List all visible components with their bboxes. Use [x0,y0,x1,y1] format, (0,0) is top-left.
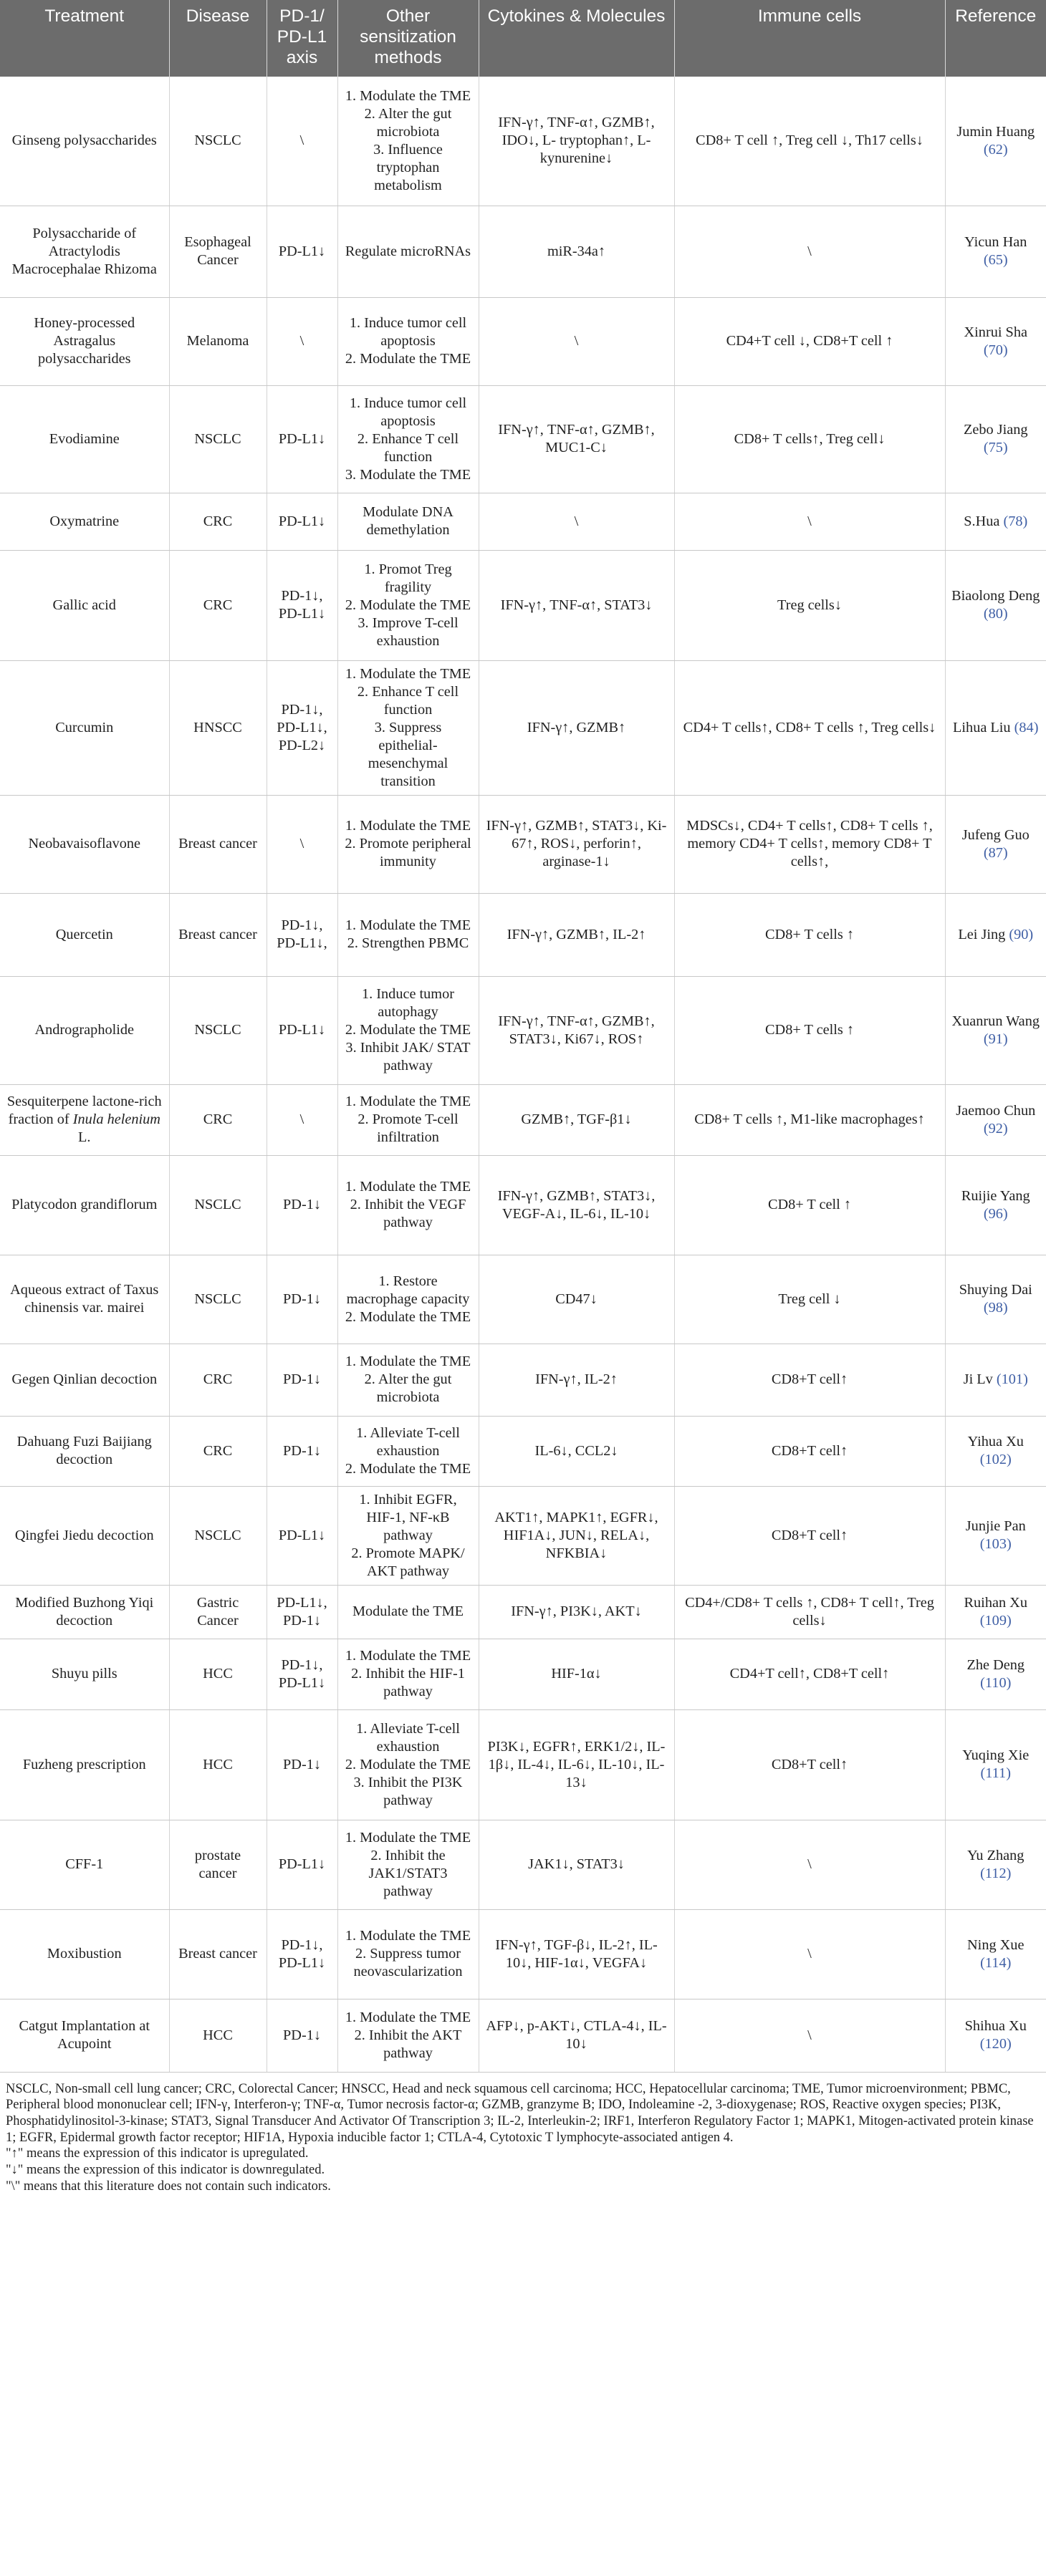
cell-reference [945,1084,1046,1155]
cell-immune: CD4+T cell↑, CD8+T cell↑ [674,1639,945,1709]
cell-disease: NSCLC [169,77,267,206]
method-item: 3. Improve T-cell exhaustion [358,614,459,649]
cell-reference [945,206,1046,297]
cell-reference [945,77,1046,206]
table-row [0,1709,1046,1820]
cell-methods [337,660,479,795]
cell-methods [337,1255,479,1344]
cell-disease: CRC [169,493,267,550]
table-row [0,1486,1046,1585]
cell-treatment: Quercetin [0,893,169,976]
cell-reference [945,1416,1046,1486]
cell-disease: prostate cancer [169,1820,267,1909]
cell-treatment: Moxibustion [0,1909,169,1999]
header-reference: Reference [945,0,1046,77]
cell-immune: CD8+ T cells ↑ [674,893,945,976]
reference-author: Xinrui Sha [964,324,1027,340]
cell-cytokines: IFN-γ↑, GZMB↑, STAT3↓, VEGF-A↓, IL-6↓, IL-10↓ [479,1155,674,1255]
reference-number: (62) [983,141,1008,158]
cell-methods [337,493,479,550]
cell-cytokines: IFN-γ↑, GZMB↑, STAT3↓, Ki-67↑, ROS↓, perforin↑, arginase-1↓ [479,795,674,893]
cell-methods [337,550,479,660]
cell-reference [945,1486,1046,1585]
cell-immune: CD8+ T cells ↑ [674,976,945,1084]
cell-disease: Breast cancer [169,893,267,976]
table-row [0,297,1046,385]
reference-author: Lei Jing [958,926,1006,942]
method-item: 2. Modulate the TME [345,1460,471,1477]
cell-axis: PD-L1↓ [267,1820,337,1909]
cell-disease: Breast cancer [169,1909,267,1999]
reference-author: Yicun Han [964,234,1027,250]
cell-immune: Treg cell ↓ [674,1255,945,1344]
cell-methods [337,795,479,893]
cell-cytokines: GZMB↑, TGF-β1↓ [479,1084,674,1155]
cell-immune: CD4+T cell ↓, CD8+T cell ↑ [674,297,945,385]
reference-number: (111) [980,1765,1011,1781]
reference-number: (91) [983,1031,1008,1047]
table-row [0,1639,1046,1709]
method-item: 2. Modulate the TME [345,1756,471,1772]
cell-reference [945,493,1046,550]
reference-author: Yihua Xu [967,1434,1024,1449]
cell-immune: CD8+ T cell ↑ [674,1155,945,1255]
table-row [0,1999,1046,2072]
header-treatment: Treatment [0,0,169,77]
reference-number: (96) [983,1205,1008,1222]
cell-axis: PD-1↓ [267,1255,337,1344]
method-item: 2. Inhibit the VEGF pathway [350,1197,466,1230]
cell-reference [945,1585,1046,1639]
cell-methods [337,1084,479,1155]
method-item: 3. Inhibit the PI3K pathway [353,1774,463,1808]
reference-number: (98) [983,1300,1008,1316]
method-item: 2. Suppress tumor neovascularization [353,1946,463,1979]
cell-methods [337,1486,479,1585]
cell-treatment: Ginseng polysaccharides [0,77,169,206]
method-item: 1. Induce tumor cell apoptosis [349,315,467,349]
cell-treatment: Platycodon grandiflorum [0,1155,169,1255]
cell-methods [337,77,479,206]
reference-number: (87) [983,844,1008,861]
reference-author: Yuqing Xie [962,1747,1030,1763]
cell-immune: CD8+ T cell ↑, Treg cell ↓, Th17 cells↓ [674,77,945,206]
cell-disease: HCC [169,1709,267,1820]
cell-methods [337,1999,479,2072]
cell-cytokines: IFN-γ↑, PI3K↓, AKT↓ [479,1585,674,1639]
cell-treatment: Gallic acid [0,550,169,660]
cell-cytokines: \ [479,493,674,550]
reference-number: (84) [1014,719,1039,735]
cell-axis: PD-L1↓, PD-1↓ [267,1585,337,1639]
cell-reference [945,1344,1046,1416]
method-item: 1. Induce tumor autophagy [362,986,454,1020]
method-item: 2. Strengthen PBMC [347,935,469,951]
table-row [0,77,1046,206]
method-item: 1. Restore macrophage capacity [346,1273,470,1307]
reference-author: Biaolong Deng [951,588,1040,604]
cell-methods [337,1639,479,1709]
cell-cytokines: IFN-γ↑, TNF-α↑, STAT3↓ [479,550,674,660]
method-item: 3. Suppress epithelial-mesenchymal transition [368,719,448,789]
cell-disease: CRC [169,1344,267,1416]
cell-treatment: CFF-1 [0,1820,169,1909]
cell-methods [337,297,479,385]
cell-axis: PD-1↓, PD-L1↓, PD-L2↓ [267,660,337,795]
reference-author: Shihua Xu [964,2018,1027,2034]
cell-reference [945,1709,1046,1820]
header-disease: Disease [169,0,267,77]
table-row [0,1255,1046,1344]
method-item: 2. Inhibit the JAK1/STAT3 pathway [368,1847,448,1899]
cell-immune: CD8+T cell↑ [674,1344,945,1416]
cell-cytokines: IL-6↓, CCL2↓ [479,1416,674,1486]
cell-axis: PD-1↓, PD-L1↓ [267,1639,337,1709]
cell-methods [337,1820,479,1909]
table-row [0,1909,1046,1999]
treatment-italic: Inula helenium [72,1111,160,1127]
cell-treatment: Fuzheng prescription [0,1709,169,1820]
method-item: 3. Influence tryptophan metabolism [373,141,443,193]
reference-author: Ning Xue [967,1936,1025,1953]
cell-immune: \ [674,1820,945,1909]
method-item: 1. Modulate the TME [345,87,471,104]
cell-axis: PD-L1↓ [267,1486,337,1585]
reference-author: S.Hua [964,513,1000,529]
cell-disease: NSCLC [169,1155,267,1255]
cell-cytokines: PI3K↓, EGFR↑, ERK1/2↓, IL-1β↓, IL-4↓, IL-6↓, IL-10↓, IL-13↓ [479,1709,674,1820]
cell-treatment: Honey-processed Astragalus polysaccharides [0,297,169,385]
method-item: Regulate microRNAs [345,243,471,259]
table-row [0,550,1046,660]
method-item: 1. Modulate the TME [345,1829,471,1846]
cell-treatment: Andrographolide [0,976,169,1084]
cell-cytokines: IFN-γ↑, TNF-α↑, GZMB↑, MUC1-C↓ [479,385,674,493]
cell-treatment: Evodiamine [0,385,169,493]
cell-disease: CRC [169,550,267,660]
cell-reference [945,976,1046,1084]
reference-author: Ruijie Yang [961,1187,1030,1204]
cell-disease: HCC [169,1999,267,2072]
reference-number: (110) [980,1674,1012,1691]
cell-axis: PD-L1↓ [267,385,337,493]
cell-cytokines: IFN-γ↑, GZMB↑, IL-2↑ [479,893,674,976]
cell-reference [945,1820,1046,1909]
reference-number: (80) [983,606,1008,622]
cell-immune: \ [674,1999,945,2072]
footnote-line: NSCLC, Non-small cell lung cancer; CRC, Colorectal Cancer; HNSCC, Head and neck squamous cell carcinoma; HCC, Hepatocellular carcinoma; TME, Tumor microenvironment; PBMC, Peripheral blood mononuclear cell; IFN-γ, Interferon-γ; TNF-α, Tumor necrosis factor-α; GZMB, granzyme B; IDO, Indoleamine -2, 3-dioxygenase; ROS, Reactive oxygen species; PI3K, Phosphatidylinositol-3-kinase; STAT3, Signal Transducer And Activator Of Transcription 3; IL-2, Interleukin-2; IRF1, Interferon Regulatory Factor 1; MAPK1, Mitogen-activated protein kinase 1; EGFR, Epidermal growth factor receptor; HIF1A, Hypoxia inducible factor 1; CTLA-4, Cytotoxic T lymphocyte-associated antigen 4. [6,2081,1034,2145]
reference-author: Ruihan Xu [964,1594,1027,1611]
cell-disease: Melanoma [169,297,267,385]
reference-number: (102) [979,1452,1012,1467]
cell-cytokines: IFN-γ↑, TNF-α↑, GZMB↑, IDO↓, L- tryptophan↑, L-kynurenine↓ [479,77,674,206]
cell-reference [945,297,1046,385]
method-item: Modulate DNA demethylation [363,504,454,538]
cell-cytokines: IFN-γ↑, TNF-α↑, GZMB↑, STAT3↓, Ki67↓, ROS↑ [479,976,674,1084]
cell-axis: PD-L1↓ [267,493,337,550]
method-item: 1. Modulate the TME [345,1094,471,1109]
reference-number: (90) [1009,926,1034,942]
table-row [0,1585,1046,1639]
method-item: 2. Inhibit the HIF-1 pathway [351,1666,465,1699]
cell-methods [337,1344,479,1416]
reference-number: (92) [983,1120,1008,1137]
cell-cytokines: AKT1↑, MAPK1↑, EGFR↓, HIF1A↓, JUN↓, RELA↓, NFKBIA↓ [479,1486,674,1585]
reference-author: Jumin Huang [956,123,1035,140]
table-row [0,1084,1046,1155]
table-row [0,893,1046,976]
cell-axis: PD-1↓ [267,1999,337,2072]
cell-immune: CD4+/CD8+ T cells ↑, CD8+ T cell↑, Treg cells↓ [674,1585,945,1639]
cell-disease: NSCLC [169,1255,267,1344]
cell-methods [337,206,479,297]
cell-disease: CRC [169,1084,267,1155]
cell-cytokines: CD47↓ [479,1255,674,1344]
method-item: 2. Enhance T cell function [357,683,459,718]
cell-immune: CD8+T cell↑ [674,1709,945,1820]
method-item: 1. Alleviate T-cell exhaustion [356,1720,460,1755]
cell-cytokines: miR-34a↑ [479,206,674,297]
reference-author: Zebo Jiang [963,422,1028,438]
header-axis: PD-1/ PD-L1 axis [267,0,337,77]
reference-author: Xuanrun Wang [951,1013,1040,1029]
table-row [0,660,1046,795]
cell-axis: PD-L1↓ [267,206,337,297]
cell-axis: PD-1↓, PD-L1↓ [267,550,337,660]
method-item: 3. Inhibit JAK/ STAT pathway [345,1040,471,1074]
cell-methods [337,1909,479,1999]
method-item: 1. Modulate the TME [345,2009,471,2025]
cell-treatment: Qingfei Jiedu decoction [0,1486,169,1585]
cell-reference [945,1639,1046,1709]
cell-axis: \ [267,77,337,206]
reference-author: Ji Lv [963,1371,993,1387]
cell-reference [945,1255,1046,1344]
method-item: 2. Promote peripheral immunity [345,836,471,869]
method-item: 2. Modulate the TME [345,597,471,613]
cell-disease: CRC [169,1416,267,1486]
table-row [0,385,1046,493]
header-cytokines: Cytokines & Molecules [479,0,674,77]
table-row [0,795,1046,893]
reference-number: (109) [979,1612,1012,1629]
cell-immune: \ [674,206,945,297]
cell-reference [945,385,1046,493]
cell-treatment: Modified Buzhong Yiqi decoction [0,1585,169,1639]
table-row [0,1416,1046,1486]
method-item: 2. Promote MAPK/ AKT pathway [351,1545,465,1579]
footnote-line: "↑" means the expression of this indicator is upregulated. [6,2146,309,2161]
cell-reference [945,795,1046,893]
reference-number: (75) [983,440,1008,455]
cell-reference [945,1909,1046,1999]
cell-immune: MDSCs↓, CD4+ T cells↑, CD8+ T cells ↑, memory CD4+ T cells↑, memory CD8+ T cells↑, [674,795,945,893]
method-item: 2. Enhance T cell function [357,430,459,465]
cell-axis: PD-1↓, PD-L1↓ [267,1909,337,1999]
cell-methods [337,1709,479,1820]
cell-immune: CD4+ T cells↑, CD8+ T cells ↑, Treg cells↓ [674,660,945,795]
reference-author: Yu Zhang [967,1847,1025,1863]
header-methods: Other sensitization methods [337,0,479,77]
cell-treatment: Catgut Implantation at Acupoint [0,1999,169,2072]
reference-number: (101) [996,1371,1028,1387]
table-row [0,493,1046,550]
method-item: 1. Alleviate T-cell exhaustion [356,1424,460,1459]
cell-cytokines: \ [479,297,674,385]
cell-cytokines: IFN-γ↑, TGF-β↓, IL-2↑, IL-10↓, HIF-1α↓, VEGFA↓ [479,1909,674,1999]
reference-number: (70) [983,342,1008,358]
method-item: 1. Modulate the TME [345,818,471,834]
cell-cytokines: AFP↓, p-AKT↓, CTLA-4↓, IL-10↓ [479,1999,674,2072]
cell-disease: NSCLC [169,1486,267,1585]
cell-treatment: Polysaccharide of Atractylodis Macrocephalae Rhizoma [0,206,169,297]
cell-methods [337,976,479,1084]
cell-cytokines: IFN-γ↑, GZMB↑ [479,660,674,795]
cell-treatment: Neobavaisoflavone [0,795,169,893]
table-row [0,976,1046,1084]
reference-number: (120) [979,2036,1012,2052]
table-row [0,206,1046,297]
cell-cytokines: IFN-γ↑, IL-2↑ [479,1344,674,1416]
reference-number: (114) [980,1954,1012,1971]
cell-disease: HCC [169,1639,267,1709]
cell-disease: Breast cancer [169,795,267,893]
reference-number: (65) [983,252,1008,268]
cell-axis: PD-1↓ [267,1416,337,1486]
cell-axis: \ [267,1084,337,1155]
cell-reference [945,660,1046,795]
table-row [0,1820,1046,1909]
method-item: 2. Alter the gut microbiota [364,1371,452,1405]
cell-treatment: Dahuang Fuzi Baijiang decoction [0,1416,169,1486]
table-body [0,77,1046,2072]
reference-author: Lihua Liu [953,719,1011,735]
cell-methods [337,385,479,493]
cell-axis: PD-1↓ [267,1155,337,1255]
method-item: 2. Modulate the TME [345,1308,471,1325]
footnote-line: "\" means that this literature does not contain such indicators. [6,2179,331,2194]
method-item: 1. Induce tumor cell apoptosis [349,395,467,429]
cell-immune: CD8+T cell↑ [674,1486,945,1585]
cell-reference [945,1999,1046,2072]
reference-author: Zhe Deng [966,1656,1025,1673]
method-item: 1. Modulate the TME [345,917,471,933]
cell-immune: \ [674,1909,945,1999]
table-row [0,1344,1046,1416]
cell-axis: PD-1↓ [267,1344,337,1416]
cell-cytokines: HIF-1α↓ [479,1639,674,1709]
cell-methods [337,1416,479,1486]
cell-axis: \ [267,795,337,893]
cell-disease: Esophageal Cancer [169,206,267,297]
reference-number: (112) [980,1865,1012,1881]
cell-treatment: Shuyu pills [0,1639,169,1709]
method-item: 2. Inhibit the AKT pathway [354,2027,462,2061]
reference-author: Jaemoo Chun [956,1102,1036,1119]
reference-author: Shuying Dai [959,1282,1032,1298]
cell-reference [945,1155,1046,1255]
table-footnotes [0,2073,1046,2195]
table-header-row [0,0,1046,77]
cell-methods [337,1585,479,1639]
cell-treatment: Sesquiterpene lactone-rich fraction of Inula helenium L. [0,1084,169,1155]
method-item: 3. Modulate the TME [345,466,471,483]
cell-immune: CD8+T cell↑ [674,1416,945,1486]
cell-immune: CD8+ T cells↑, Treg cell↓ [674,385,945,493]
method-item: 2. Promote T-cell infiltration [358,1111,459,1145]
method-item: Modulate the TME [352,1603,464,1619]
header-immune: Immune cells [674,0,945,77]
reference-author: Junjie Pan [965,1518,1026,1534]
method-item: 2. Modulate the TME [345,1022,471,1038]
cell-treatment: Oxymatrine [0,493,169,550]
table-row [0,1155,1046,1255]
reference-number: (78) [1003,513,1028,529]
cell-immune: Treg cells↓ [674,550,945,660]
cell-treatment: Gegen Qinlian decoction [0,1344,169,1416]
cell-axis: PD-1↓, PD-L1↓, [267,893,337,976]
cell-immune: CD8+ T cells ↑, M1-like macrophages↑ [674,1084,945,1155]
method-item: 2. Modulate the TME [345,351,471,367]
method-item: 1. Modulate the TME [345,1928,471,1944]
cell-disease: NSCLC [169,385,267,493]
cell-methods [337,1155,479,1255]
cell-disease: HNSCC [169,660,267,795]
cell-methods [337,893,479,976]
method-item: 1. Modulate the TME [345,1648,471,1664]
method-item: 1. Modulate the TME [345,1354,471,1369]
cell-disease: NSCLC [169,976,267,1084]
cell-axis: \ [267,297,337,385]
cell-immune: \ [674,493,945,550]
cell-axis: PD-1↓ [267,1709,337,1820]
cell-cytokines: JAK1↓, STAT3↓ [479,1820,674,1909]
reference-number: (103) [979,1536,1012,1552]
method-item: 1. Inhibit EGFR, HIF-1, NF-κB pathway [359,1491,457,1543]
method-item: 1. Modulate the TME [345,1179,471,1195]
cell-treatment: Curcumin [0,660,169,795]
cell-treatment: Aqueous extract of Taxus chinensis var. mairei [0,1255,169,1344]
cell-disease: Gastric Cancer [169,1585,267,1639]
cell-reference [945,550,1046,660]
cell-reference [945,893,1046,976]
cell-axis: PD-L1↓ [267,976,337,1084]
method-item: 1. Modulate the TME [345,665,471,682]
reference-author: Jufeng Guo [961,826,1030,843]
footnote-line: "↓" means the expression of this indicator is downregulated. [6,2163,325,2178]
method-item: 2. Alter the gut microbiota [364,105,452,140]
method-item: 1. Promot Treg fragility [364,561,452,595]
